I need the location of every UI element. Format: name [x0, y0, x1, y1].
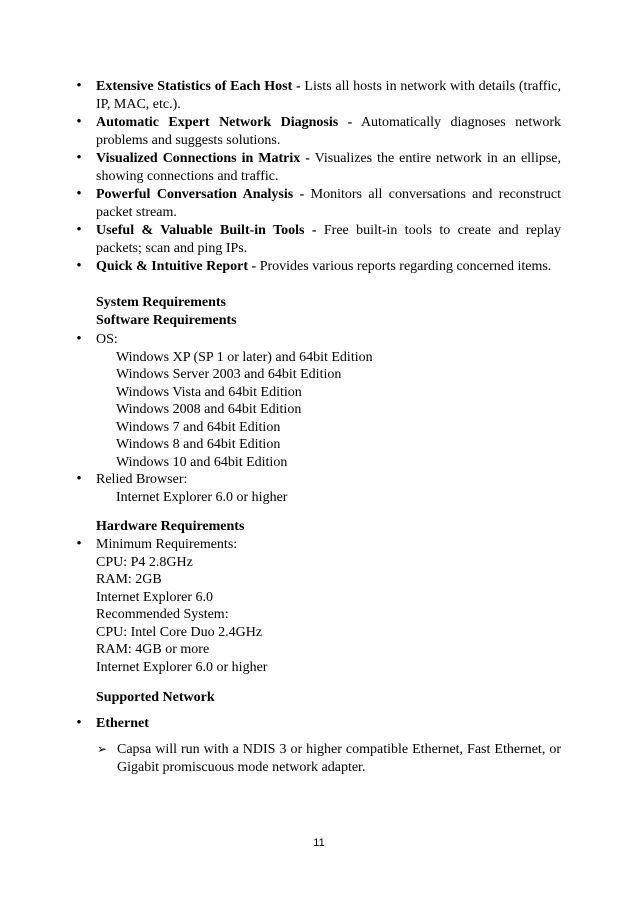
system-requirements-heading: System Requirements [96, 295, 227, 310]
browser-value: Internet Explorer 6.0 or higher [116, 489, 288, 505]
feature-item [96, 186, 561, 221]
feature-item [96, 78, 561, 113]
hardware-requirements-heading: Hardware Requirements [96, 519, 245, 534]
ethernet-desc-block [97, 741, 561, 776]
feature-list [96, 78, 561, 277]
os-line: Windows 10 and 64bit Edition [116, 454, 288, 470]
feature-title: Visualized Connections in Matrix - [96, 151, 310, 166]
supported-network-heading: Supported Network [96, 690, 215, 705]
browser-item [96, 471, 561, 506]
feature-desc: Monitors all conversations and reconstruct packet stream. [96, 187, 562, 220]
feature-item [96, 222, 561, 257]
os-line: Windows XP (SP 1 or later) and 64bit Edition [116, 349, 373, 365]
arrow-bullet-icon: ➢ [97, 742, 108, 756]
hardware-line: RAM: 2GB [96, 572, 162, 587]
feature-desc: Lists all hosts in network with details (traffic, IP, MAC, etc.). [96, 79, 561, 112]
feature-title: Automatic Expert Network Diagnosis - [96, 115, 353, 130]
hardware-line: CPU: P4 2.8GHz [96, 554, 193, 570]
minimum-label: Minimum Requirements: [96, 537, 238, 552]
page-number: 11 [313, 837, 325, 849]
feature-title: Extensive Statistics of Each Host - [96, 79, 301, 94]
feature-title: Quick & Intuitive Report - [96, 259, 257, 274]
os-line: Windows 8 and 64bit Edition [116, 437, 281, 452]
hardware-line: Recommended System: [96, 607, 229, 622]
feature-title: Powerful Conversation Analysis - [96, 187, 305, 202]
os-line: Windows 2008 and 64bit Edition [116, 402, 302, 417]
feature-item [96, 150, 561, 185]
feature-title: Useful & Valuable Built-in Tools - [96, 223, 317, 238]
bullet-icon [74, 258, 84, 276]
os-line: Windows 7 and 64bit Edition [116, 419, 281, 435]
bullet-icon [74, 222, 84, 240]
os-label: OS: [96, 332, 118, 347]
feature-desc: Visualizes the entire network in an ellipse, showing connections and traffic. [96, 151, 561, 184]
bullet-icon [74, 78, 84, 96]
feature-item [96, 258, 561, 276]
network-list [96, 715, 561, 733]
feature-desc: Automatically diagnoses network problems and suggests solutions. [96, 115, 561, 148]
software-list [96, 331, 561, 506]
bullet-icon [74, 331, 84, 349]
browser-label: Relied Browser: [96, 472, 188, 487]
feature-item [96, 114, 561, 149]
feature-desc: Provides various reports regarding concerned items. [256, 259, 552, 274]
os-line: Windows Server 2003 and 64bit Edition [116, 367, 342, 382]
bullet-icon [74, 536, 84, 554]
feature-desc: Free built-in tools to create and replay packets; scan and ping IPs. [96, 223, 561, 256]
hardware-line: Internet Explorer 6.0 [96, 589, 214, 605]
bullet-icon [74, 150, 84, 168]
bullet-icon [74, 186, 84, 204]
software-requirements-heading: Software Requirements [96, 313, 237, 328]
hardware-line: RAM: 4GB or more [96, 642, 210, 657]
ethernet-label: Ethernet [96, 716, 149, 731]
hardware-line: Internet Explorer 6.0 or higher [96, 659, 268, 675]
ethernet-desc: Capsa will run with a NDIS 3 or higher compatible Ethernet, Fast Ethernet, or Gigabit promiscuous mode network adapter. [117, 742, 561, 775]
bullet-icon [74, 471, 84, 489]
os-item [96, 331, 561, 471]
hardware-list [96, 536, 561, 676]
os-line: Windows Vista and 64bit Edition [116, 384, 302, 400]
bullet-icon [74, 114, 84, 132]
hardware-line: CPU: Intel Core Duo 2.4GHz [96, 624, 263, 640]
hardware-item [96, 536, 561, 676]
bullet-icon [74, 715, 84, 733]
ethernet-item [96, 715, 561, 733]
